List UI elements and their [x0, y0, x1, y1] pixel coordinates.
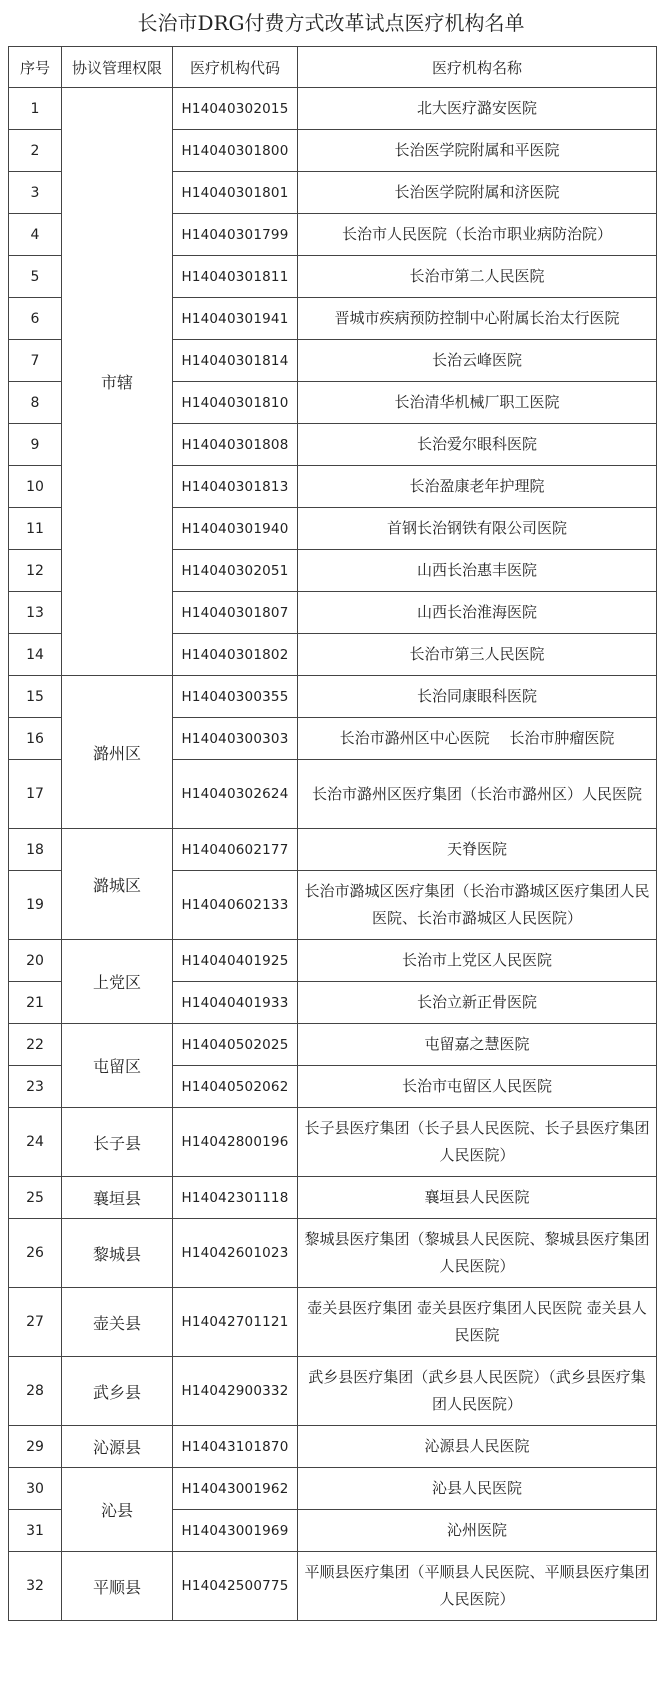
table-row [9, 1468, 657, 1510]
cell-name: 首钢长治钢铁有限公司医院 [298, 508, 657, 550]
cell-code: H14040301814 [173, 340, 298, 382]
cell-seq: 12 [9, 550, 62, 592]
cell-name: 沁县人民医院 [298, 1468, 657, 1510]
cell-name: 黎城县医疗集团（黎城县人民医院、黎城县医疗集团人民医院） [298, 1219, 657, 1288]
cell-code: H14040301941 [173, 298, 298, 340]
table-row [9, 1177, 657, 1219]
cell-code: H14040602133 [173, 871, 298, 940]
cell-seq: 25 [9, 1177, 62, 1219]
cell-code: H14040301807 [173, 592, 298, 634]
cell-seq: 17 [9, 760, 62, 829]
cell-name: 沁州医院 [298, 1510, 657, 1552]
cell-name: 长治云峰医院 [298, 340, 657, 382]
cell-name: 屯留嘉之慧医院 [298, 1024, 657, 1066]
cell-code: H14040302051 [173, 550, 298, 592]
cell-code: H14040300355 [173, 676, 298, 718]
cell-code: H14040502025 [173, 1024, 298, 1066]
cell-code: H14042900332 [173, 1357, 298, 1426]
cell-district: 襄垣县 [62, 1177, 173, 1219]
header-seq: 序号 [9, 47, 62, 88]
cell-seq: 4 [9, 214, 62, 256]
cell-seq: 20 [9, 940, 62, 982]
table-row [9, 1357, 657, 1426]
page-title: 长治市DRG付费方式改革试点医疗机构名单 [137, 11, 525, 35]
cell-name: 长治立新正骨医院 [298, 982, 657, 1024]
cell-code: H14042500775 [173, 1552, 298, 1621]
cell-seq: 27 [9, 1288, 62, 1357]
cell-code: H14040401925 [173, 940, 298, 982]
cell-name: 长治医学院附属和济医院 [298, 172, 657, 214]
cell-code: H14040301810 [173, 382, 298, 424]
cell-code: H14040301800 [173, 130, 298, 172]
table-header-row [9, 47, 657, 88]
cell-name: 长治同康眼科医院 [298, 676, 657, 718]
cell-district: 武乡县 [62, 1357, 173, 1426]
cell-seq: 6 [9, 298, 62, 340]
cell-seq: 28 [9, 1357, 62, 1426]
cell-seq: 5 [9, 256, 62, 298]
cell-seq: 9 [9, 424, 62, 466]
cell-seq: 18 [9, 829, 62, 871]
cell-name: 长治医学院附属和平医院 [298, 130, 657, 172]
table-row [9, 940, 657, 982]
hospital-table [8, 46, 657, 1621]
cell-seq: 21 [9, 982, 62, 1024]
cell-name: 北大医疗潞安医院 [298, 88, 657, 130]
cell-code: H14042601023 [173, 1219, 298, 1288]
cell-district: 壶关县 [62, 1288, 173, 1357]
cell-code: H14042301118 [173, 1177, 298, 1219]
cell-name: 长治市潞城区医疗集团（长治市潞城区医疗集团人民医院、长治市潞城区人民医院） [298, 871, 657, 940]
cell-name: 长治市第二人民医院 [298, 256, 657, 298]
cell-seq: 3 [9, 172, 62, 214]
cell-district: 黎城县 [62, 1219, 173, 1288]
cell-seq: 29 [9, 1426, 62, 1468]
table-body [9, 88, 657, 1621]
cell-code: H14040300303 [173, 718, 298, 760]
cell-name: 壶关县医疗集团 壶关县医疗集团人民医院 壶关县人民医院 [298, 1288, 657, 1357]
cell-code: H14043001969 [173, 1510, 298, 1552]
cell-code: H14040301811 [173, 256, 298, 298]
cell-code: H14042800196 [173, 1108, 298, 1177]
cell-seq: 15 [9, 676, 62, 718]
cell-seq: 10 [9, 466, 62, 508]
cell-name: 晋城市疾病预防控制中心附属长治太行医院 [298, 298, 657, 340]
cell-seq: 31 [9, 1510, 62, 1552]
cell-name: 长治市上党区人民医院 [298, 940, 657, 982]
table-row [9, 829, 657, 871]
cell-name: 长治市屯留区人民医院 [298, 1066, 657, 1108]
table-row [9, 1219, 657, 1288]
cell-seq: 24 [9, 1108, 62, 1177]
table-row [9, 1108, 657, 1177]
cell-seq: 14 [9, 634, 62, 676]
cell-code: H14040301799 [173, 214, 298, 256]
cell-district: 上党区 [62, 940, 173, 1024]
cell-name: 天脊医院 [298, 829, 657, 871]
cell-code: H14043001962 [173, 1468, 298, 1510]
cell-name: 长治市潞州区中心医院 长治市肿瘤医院 [298, 718, 657, 760]
cell-seq: 2 [9, 130, 62, 172]
table-row [9, 1288, 657, 1357]
cell-seq: 13 [9, 592, 62, 634]
cell-code: H14043101870 [173, 1426, 298, 1468]
cell-district: 潞州区 [62, 676, 173, 829]
cell-district: 市辖 [62, 88, 173, 676]
cell-district: 平顺县 [62, 1552, 173, 1621]
cell-name: 长治清华机械厂职工医院 [298, 382, 657, 424]
cell-seq: 30 [9, 1468, 62, 1510]
header-name: 医疗机构名称 [298, 47, 657, 88]
cell-name: 长治市第三人民医院 [298, 634, 657, 676]
cell-code: H14040301808 [173, 424, 298, 466]
table-row [9, 676, 657, 718]
cell-seq: 1 [9, 88, 62, 130]
cell-district: 沁县 [62, 1468, 173, 1552]
cell-seq: 19 [9, 871, 62, 940]
table-row [9, 1024, 657, 1066]
cell-district: 沁源县 [62, 1426, 173, 1468]
cell-seq: 32 [9, 1552, 62, 1621]
cell-code: H14040401933 [173, 982, 298, 1024]
cell-code: H14040302624 [173, 760, 298, 829]
cell-code: H14040301802 [173, 634, 298, 676]
table-row [9, 88, 657, 130]
cell-seq: 22 [9, 1024, 62, 1066]
cell-name: 长子县医疗集团（长子县人民医院、长子县医疗集团人民医院） [298, 1108, 657, 1177]
cell-name: 沁源县人民医院 [298, 1426, 657, 1468]
cell-name: 长治盈康老年护理院 [298, 466, 657, 508]
cell-name: 平顺县医疗集团（平顺县人民医院、平顺县医疗集团人民医院） [298, 1552, 657, 1621]
cell-name: 山西长治淮海医院 [298, 592, 657, 634]
cell-seq: 23 [9, 1066, 62, 1108]
cell-district: 屯留区 [62, 1024, 173, 1108]
cell-name: 武乡县医疗集团（武乡县人民医院）（武乡县医疗集团人民医院） [298, 1357, 657, 1426]
table-row [9, 1552, 657, 1621]
cell-name: 山西长治惠丰医院 [298, 550, 657, 592]
cell-code: H14040302015 [173, 88, 298, 130]
cell-code: H14040301813 [173, 466, 298, 508]
cell-name: 襄垣县人民医院 [298, 1177, 657, 1219]
table-row [9, 1426, 657, 1468]
cell-name: 长治爱尔眼科医院 [298, 424, 657, 466]
cell-code: H14040602177 [173, 829, 298, 871]
cell-seq: 26 [9, 1219, 62, 1288]
cell-seq: 8 [9, 382, 62, 424]
cell-code: H14040301801 [173, 172, 298, 214]
header-district: 协议管理权限 [62, 47, 173, 88]
cell-name: 长治市人民医院（长治市职业病防治院） [298, 214, 657, 256]
cell-code: H14042701121 [173, 1288, 298, 1357]
header-code: 医疗机构代码 [173, 47, 298, 88]
cell-district: 潞城区 [62, 829, 173, 940]
cell-seq: 11 [9, 508, 62, 550]
cell-seq: 7 [9, 340, 62, 382]
cell-name: 长治市潞州区医疗集团（长治市潞州区）人民医院 [298, 760, 657, 829]
cell-code: H14040502062 [173, 1066, 298, 1108]
cell-code: H14040301940 [173, 508, 298, 550]
cell-seq: 16 [9, 718, 62, 760]
cell-district: 长子县 [62, 1108, 173, 1177]
